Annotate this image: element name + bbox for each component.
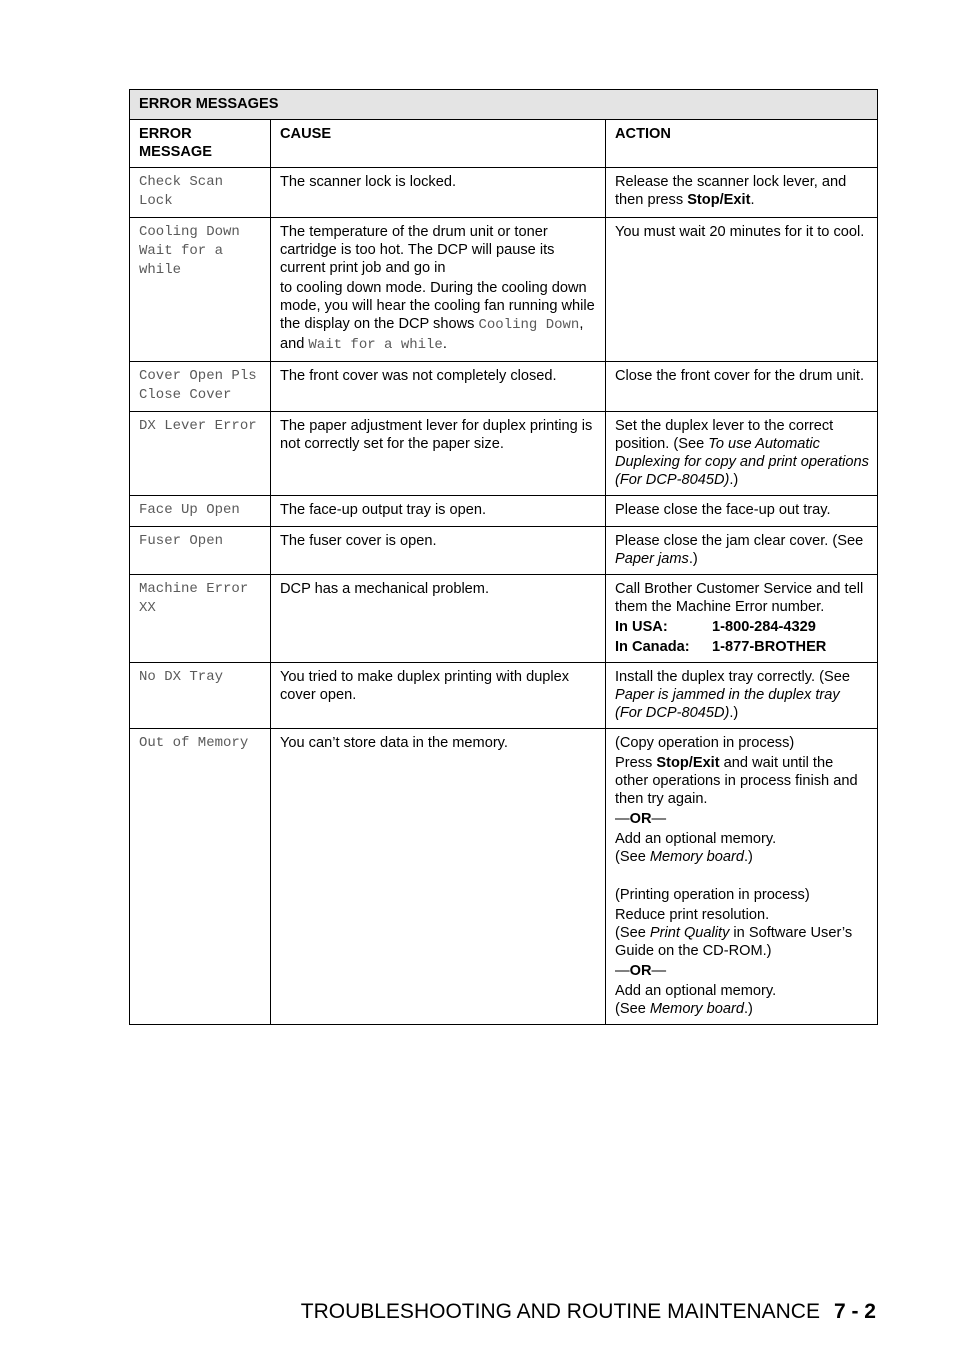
- action-cell: Install the duplex tray correctly. (See Paper is jammed in the duplex tray (For DCP-8045D).): [606, 663, 878, 729]
- error-message-cell: DX Lever Error: [130, 412, 271, 496]
- cause-cell: The scanner lock is locked.: [271, 168, 606, 218]
- table-row: [130, 218, 878, 362]
- cause-cell: The front cover was not completely closed.: [271, 362, 606, 412]
- cross-reference: To use Automatic Duplexing for copy and print operations (For DCP-8045D): [615, 436, 869, 488]
- cause-cell: The temperature of the drum unit or toner cartridge is too hot. The DCP will pause its current print job and go in to cooling down mode. During the cooling down mode, you will hear the cooling fan running while the display on the DCP shows Cooling Down, and Wait for a while.: [271, 218, 606, 362]
- header-error-message: ERROR MESSAGE: [130, 120, 271, 168]
- cause-cell: The paper adjustment lever for duplex printing is not correctly set for the paper size.: [271, 412, 606, 496]
- error-message-cell: Machine Error XX: [130, 575, 271, 663]
- cause-cell: You can’t store data in the memory.: [271, 729, 606, 1025]
- table-row: [130, 168, 878, 218]
- lcd-text: Cooling Down: [478, 317, 580, 333]
- table-row: [130, 729, 878, 1025]
- table-title: ERROR MESSAGES: [130, 90, 878, 120]
- cross-reference: Memory board: [649, 1001, 744, 1017]
- cross-reference: Paper is jammed in the duplex tray (For DCP-8045D): [615, 687, 840, 721]
- table-header-row: [130, 120, 878, 168]
- error-message-cell: No DX Tray: [130, 663, 271, 729]
- cause-cell: The fuser cover is open.: [271, 527, 606, 575]
- usa-phone: In USA: 1-800-284-4329: [615, 619, 816, 635]
- table-row: [130, 496, 878, 527]
- action-cell: Release the scanner lock lever, and then press Stop/Exit.: [606, 168, 878, 218]
- or-separator: —OR—: [615, 811, 667, 827]
- action-cell: (Copy operation in process) Press Stop/Exit and wait until the other operations in process finish and then try again. —OR— Add an optional memory. (See Memory board.) (Printing operation in process) Reduce print resolution. (See Print Quality in Software User’s Guide on the CD-ROM.) —OR— Add an optional memory. (See Memory board.): [606, 729, 878, 1025]
- lcd-text: Wait for a while: [308, 337, 443, 353]
- table-row: [130, 663, 878, 729]
- cause-cell: The face-up output tray is open.: [271, 496, 606, 527]
- action-cell: You must wait 20 minutes for it to cool.: [606, 218, 878, 362]
- cause-cell: You tried to make duplex printing with duplex cover open.: [271, 663, 606, 729]
- header-cause: CAUSE: [271, 120, 606, 168]
- footer-section-title: TROUBLESHOOTING AND ROUTINE MAINTENANCE: [300, 1300, 820, 1323]
- cross-reference: Print Quality: [649, 925, 730, 941]
- error-messages-table: [129, 89, 878, 1025]
- header-action: ACTION: [606, 120, 878, 168]
- error-message-cell: Cooling Down Wait for a while: [130, 218, 271, 362]
- cross-reference: Memory board: [649, 849, 744, 865]
- table-row: [130, 575, 878, 663]
- page-number: 7 - 2: [833, 1300, 876, 1323]
- cause-cell: DCP has a mechanical problem.: [271, 575, 606, 663]
- action-cell: Close the front cover for the drum unit.: [606, 362, 878, 412]
- table-row: [130, 412, 878, 496]
- error-message-cell: Out of Memory: [130, 729, 271, 1025]
- table-row: [130, 527, 878, 575]
- page-footer: [301, 1299, 876, 1325]
- action-cell: Please close the face-up out tray.: [606, 496, 878, 527]
- action-cell: Please close the jam clear cover. (See Paper jams.): [606, 527, 878, 575]
- stop-exit-key: Stop/Exit: [656, 755, 720, 771]
- cross-reference: Paper jams: [615, 551, 689, 567]
- error-message-cell: Check Scan Lock: [130, 168, 271, 218]
- canada-phone: In Canada: 1-877-BROTHER: [615, 639, 827, 655]
- error-message-cell: Cover Open Pls Close Cover: [130, 362, 271, 412]
- action-cell: Set the duplex lever to the correct position. (See To use Automatic Duplexing for copy and print operations (For DCP-8045D).): [606, 412, 878, 496]
- stop-exit-key: Stop/Exit: [687, 192, 751, 208]
- error-message-cell: Face Up Open: [130, 496, 271, 527]
- or-separator: —OR—: [615, 963, 667, 979]
- error-message-cell: Fuser Open: [130, 527, 271, 575]
- table-row: [130, 362, 878, 412]
- action-cell: Call Brother Customer Service and tell them the Machine Error number. In USA: 1-800-284-4329 In Canada: 1-877-BROTHER: [606, 575, 878, 663]
